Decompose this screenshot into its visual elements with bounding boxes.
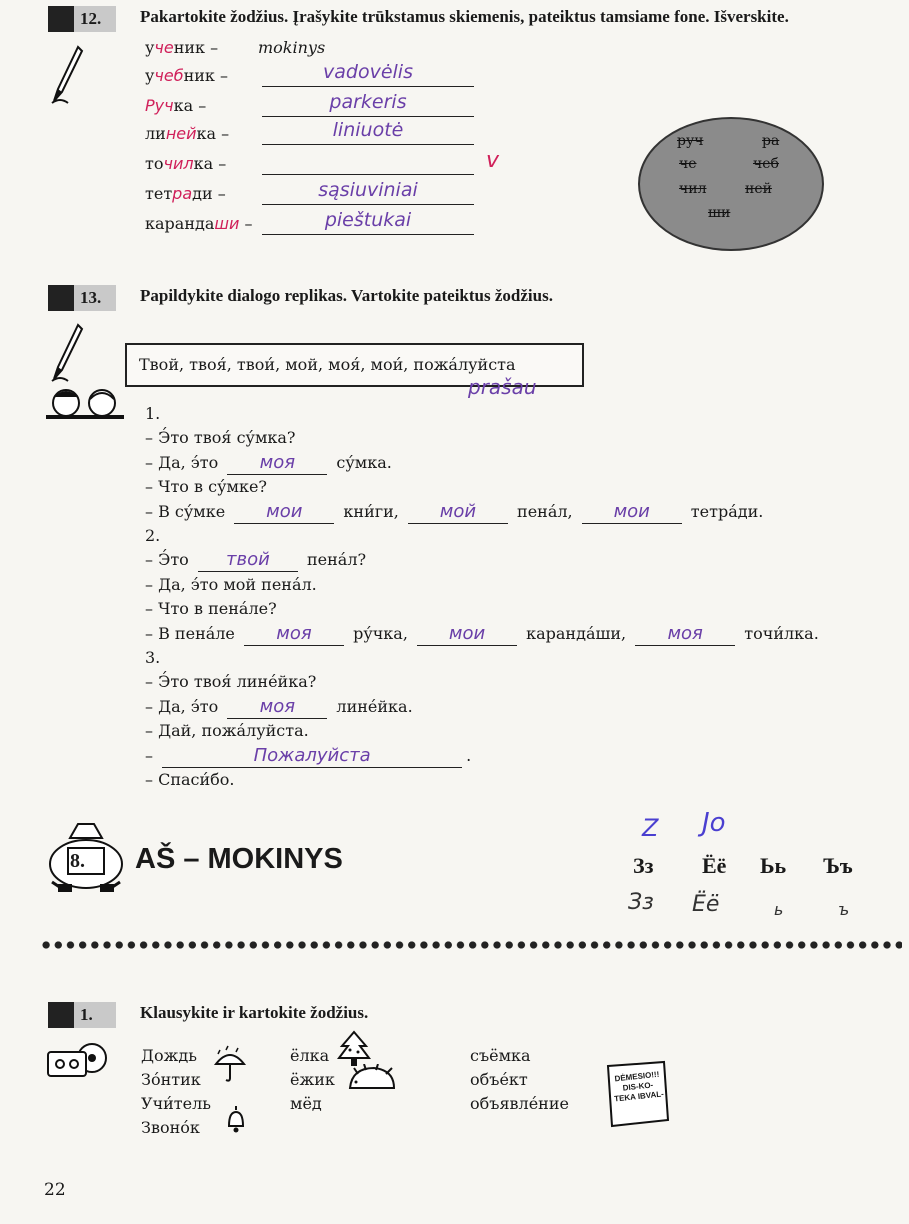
translation-answer-line [262, 148, 474, 175]
dialogue-text: ру́чка, [347, 624, 414, 643]
dialogue-line [145, 670, 316, 694]
syllable: руч [677, 133, 704, 149]
dialogue-line [145, 768, 235, 792]
dialogue-number: 1. [145, 404, 161, 423]
dialogue-answer-blank: Пожалуйста [162, 747, 462, 768]
exercise-12-row [145, 122, 229, 146]
hedgehog-icon [344, 1064, 398, 1094]
missing-syllable: Руч [145, 96, 174, 115]
word-prefix: ли [145, 124, 166, 143]
dialogue-text: – Что в су́мке? [145, 477, 267, 496]
handwritten-letter: Зз [628, 890, 654, 915]
syllable: че [679, 156, 697, 172]
pen-icon [48, 323, 84, 385]
dialogue-line [145, 451, 392, 475]
dialogue-line [145, 622, 819, 646]
lesson-number: 8. [70, 850, 85, 872]
check-mark: v [486, 148, 500, 173]
alphabet-letter: Ёё [702, 853, 727, 878]
handwritten-letter: Z [642, 814, 659, 842]
exercise-1-instruction: Klausykite ir kartokite žodžius. [140, 1003, 369, 1022]
syllable: чеб [753, 156, 779, 172]
vocab-word: Звоно́к [141, 1118, 200, 1137]
page-number: 22 [44, 1180, 66, 1200]
lesson-title: AŠ – MOKINYS [135, 843, 343, 875]
dialogue-line [145, 597, 277, 621]
word-prefix: тет [145, 184, 173, 203]
dialogue-line [145, 500, 763, 524]
dialogue-answer-blank: твой [198, 551, 298, 572]
dialogue-answer-blank: моя [244, 625, 344, 646]
vocab-word: мёд [290, 1094, 322, 1113]
syllable: ши [708, 205, 731, 221]
dialogue-text: . [466, 746, 472, 765]
missing-syllable: ней [165, 124, 197, 143]
missing-syllable: че [154, 38, 174, 57]
dialogue-text: тетра́ди. [685, 502, 764, 521]
dialogue-text: – Э́то [145, 550, 194, 569]
exercise-13-instruction: Papildykite dialogo replikas. Vartokite pateiktus žodžius. [140, 286, 553, 305]
cassette-cd-icon [46, 1040, 108, 1080]
word-prefix: у [145, 38, 155, 57]
vocab-word: Зо́нтик [141, 1070, 201, 1089]
syllable: чил [679, 181, 707, 197]
translation-answer-line: pieštukai [262, 208, 474, 235]
dialogue-line [145, 695, 413, 719]
word-suffix: ка – [193, 154, 227, 173]
dialogue-text: – В су́мке [145, 502, 231, 521]
handwritten-letter: Ёё [692, 892, 720, 917]
handwritten-letter: ъ [838, 900, 850, 919]
alphabet-letter: Зз [633, 853, 654, 878]
dialogue-answer-blank: мои [234, 503, 334, 524]
word-prefix: каранда [145, 214, 215, 233]
exercise-1-number: 1. [48, 1002, 116, 1028]
dialogue-line [145, 719, 309, 743]
dialogue-text: пена́л? [301, 550, 367, 569]
word-box-handwritten-note: prašau [468, 375, 537, 399]
student-with-backpack-icon [44, 818, 128, 894]
dialogue-text: – Э́то твоя́ су́мка? [145, 428, 296, 447]
word-suffix: ник – [173, 38, 219, 57]
missing-syllable: чеб [154, 66, 184, 85]
dialogue-answer-blank: моя [227, 698, 327, 719]
alphabet-letter: Ьь [760, 853, 787, 878]
handwritten-letter: Jo [702, 808, 726, 838]
dialogue-number: 3. [145, 648, 161, 667]
exercise-12-row [145, 152, 226, 176]
dialogue-text: – В пена́ле [145, 624, 240, 643]
dialogue-answer-blank: моя [227, 454, 327, 475]
missing-syllable: чил [163, 154, 194, 173]
dialogue-text: – Что в пена́ле? [145, 599, 277, 618]
vocab-word: объявле́ние [470, 1094, 569, 1113]
dialogue-line [145, 475, 267, 499]
dialogue-text: – Да, э́то мой пена́л. [145, 575, 317, 594]
dialogue-line [145, 548, 366, 572]
dotted-divider [40, 940, 902, 950]
dialogue-line [145, 573, 317, 597]
word-suffix: ка – [196, 124, 230, 143]
vocab-word: ёжик [290, 1070, 335, 1089]
dialogue-text: кни́ги, [338, 502, 404, 521]
exercise-13-number: 13. [48, 285, 116, 311]
syllable: ней [745, 181, 772, 197]
umbrella-rain-icon [212, 1044, 248, 1084]
translation-answer-line: parkeris [262, 90, 474, 117]
vocab-word: Учи́тель [141, 1094, 211, 1113]
dialogue-text: су́мка. [331, 453, 392, 472]
exercise-12-number: 12. [48, 6, 116, 32]
dialogue-text: – [145, 746, 159, 765]
bell-icon [224, 1104, 248, 1134]
dialogue-text: точи́лка. [739, 624, 819, 643]
missing-syllable: ши [214, 214, 240, 233]
translation-printed: mokinys [258, 38, 326, 57]
dialogue-text: – Да, э́то [145, 453, 224, 472]
alphabet-letter: Ъъ [823, 853, 853, 878]
word-suffix: ник – [183, 66, 229, 85]
dialogue-text: лине́йка. [331, 697, 413, 716]
vocab-word: Дождь [141, 1046, 197, 1065]
pen-icon [48, 45, 84, 107]
word-prefix: то [145, 154, 164, 173]
vocab-word: съёмка [470, 1046, 531, 1065]
dialogue-text: – Дай, пожа́луйста. [145, 721, 309, 740]
word-prefix: у [145, 66, 155, 85]
exercise-12-row [145, 212, 253, 236]
translation-answer-line: sąsiuviniai [262, 178, 474, 205]
exercise-12-instruction: Pakartokite žodžius. Įrašykite trūkstamus skiemenis, pateiktus tamsiame fone. Išverskite. [140, 7, 789, 26]
dialogue-answer-blank: мои [582, 503, 682, 524]
word-box: Твой, твоя́, твои́, мой, моя́, мои́, пожа́луйста [125, 343, 584, 387]
word-suffix: – [239, 214, 253, 233]
exercise-12-row [145, 94, 206, 118]
handwritten-letter: ь [774, 900, 784, 919]
syllables-oval [638, 117, 824, 251]
exercise-12-row [145, 36, 218, 60]
dialogue-text: – Да, э́то [145, 697, 224, 716]
dialogue-line [145, 744, 471, 768]
translation-answer-line: vadovėlis [262, 60, 474, 87]
word-suffix: ди – [192, 184, 226, 203]
syllable: ра [762, 133, 780, 149]
dialogue-text: – Э́то твоя́ лине́йка? [145, 672, 317, 691]
dialogue-text: – Спаси́бо. [145, 770, 235, 789]
vocab-word: ёлка [290, 1046, 330, 1065]
translation-answer-line: liniuotė [262, 118, 474, 145]
exercise-12-row [145, 182, 226, 206]
dialogue-text: пена́л, [511, 502, 578, 521]
vocab-word: объе́кт [470, 1070, 528, 1089]
missing-syllable: ра [172, 184, 193, 203]
dialogue-answer-blank: мои [417, 625, 517, 646]
two-people-talking-icon [44, 385, 126, 421]
exercise-12-row [145, 64, 228, 88]
dialogue-answer-blank: моя [635, 625, 735, 646]
dialogue-line [145, 426, 296, 450]
dialogue-number: 2. [145, 526, 161, 545]
word-suffix: ка – [173, 96, 207, 115]
discotheque-sign-text: DĖMESIO!!! DIS-KO-TEKA IBVAL- [613, 1069, 665, 1104]
dialogue-text: каранда́ши, [521, 624, 632, 643]
dialogue-answer-blank: мой [408, 503, 508, 524]
